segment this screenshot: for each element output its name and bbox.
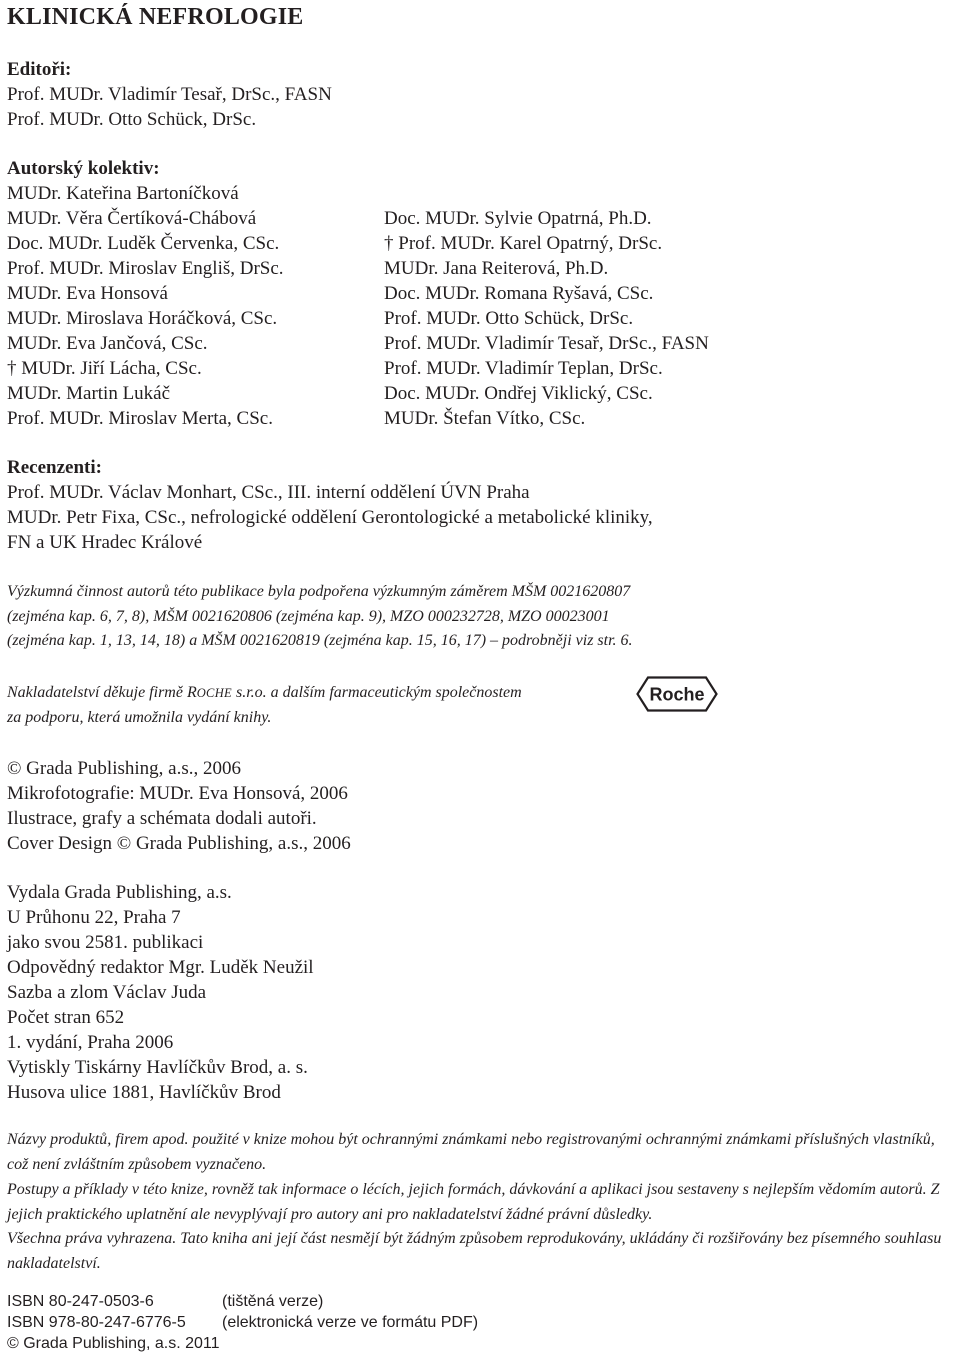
- copyright-line: Ilustrace, grafy a schémata dodali autoři.: [7, 808, 317, 829]
- reviewers-section: [7, 455, 653, 555]
- author-name: MUDr. Jana Reiterová, Ph.D.: [384, 258, 609, 279]
- research-note-line: (zejména kap. 6, 7, 8), MŠM 0021620806 (zejména kap. 9), MZO 000232728, MZO 00023001: [7, 607, 610, 625]
- author-name: Prof. MUDr. Otto Schück, DrSc.: [384, 308, 634, 329]
- editor-name: Prof. MUDr. Otto Schück, DrSc.: [7, 109, 257, 130]
- footer-copyright: © Grada Publishing, a.s. 2011: [7, 1335, 220, 1352]
- editors-heading: Editoři:: [7, 59, 72, 80]
- book-title: KLINICKÁ NEFROLOGIE: [7, 4, 304, 30]
- thanks-text: s.r.o. a dalším farmaceutickým společnostem: [231, 684, 522, 701]
- sponsor-thanks-line: za podporu, která umožnila vydání knihy.: [7, 708, 272, 726]
- author-name: MUDr. Eva Jančová, CSc.: [7, 333, 208, 354]
- author-name: Prof. MUDr. Vladimír Teplan, DrSc.: [384, 358, 663, 379]
- publisher-line: 1. vydání, Praha 2006: [7, 1032, 174, 1053]
- editors-section: [7, 57, 332, 132]
- reviewer-line: FN a UK Hradec Králové: [7, 532, 203, 553]
- author-name: MUDr. Štefan Vítko, CSc.: [384, 408, 586, 429]
- reviewers-heading: Recenzenti:: [7, 457, 102, 478]
- roche-logo: [636, 676, 718, 712]
- author-name: Prof. MUDr. Miroslav Merta, CSc.: [7, 408, 273, 429]
- publisher-line: U Průhonu 22, Praha 7: [7, 907, 181, 928]
- sponsor-thanks: [7, 681, 522, 730]
- author-name: MUDr. Martin Lukáč: [7, 383, 171, 404]
- publisher-line: Vytiskly Tiskárny Havlíčkův Brod, a. s.: [7, 1057, 308, 1078]
- author-name: MUDr. Věra Čertíková-Chábová: [7, 208, 257, 229]
- author-name: † Prof. MUDr. Karel Opatrný, DrSc.: [384, 233, 663, 254]
- publisher-line: jako svou 2581. publikaci: [7, 932, 204, 953]
- publisher-line: Počet stran 652: [7, 1007, 125, 1028]
- rights-note: Všechna práva vyhrazena. Tato kniha ani její část nesmějí být žádným způsobem reprodukovány, ukládány či rozšiřovány bez písemného souhlasu nakladatelství.: [7, 1230, 942, 1272]
- research-note-line: Výzkumná činnost autorů této publikace byla podpořena výzkumným záměrem MŠM 0021620807: [7, 583, 631, 600]
- isbn-number: ISBN 978-80-247-6776-5: [7, 1314, 186, 1331]
- authors-right-column: [384, 206, 709, 431]
- roche-smallcaps: OCHE: [196, 686, 232, 700]
- publisher-line: Vydala Grada Publishing, a.s.: [7, 882, 232, 903]
- reviewer-line: Prof. MUDr. Václav Monhart, CSc., III. interní oddělení ÚVN Praha: [7, 482, 530, 503]
- author-name: Doc. MUDr. Ondřej Viklický, CSc.: [384, 383, 653, 404]
- publisher-line: Husova ulice 1881, Havlíčkův Brod: [7, 1082, 281, 1103]
- author-name: Prof. MUDr. Miroslav Engliš, DrSc.: [7, 258, 284, 279]
- trademark-note: Názvy produktů, firem apod. použité v knize mohou být ochrannými známkami nebo registrovanými ochrannými známkami příslušných vlastníků, což není zvláštním způsobem vyznačeno.: [7, 1131, 935, 1173]
- liability-note: Postupy a příklady v této knize, rovněž tak informace o lécích, jejich formách, dávkování a aplikaci jsou sestaveny s nejlepším vědomím autorů. Z jejich praktického uplatnění ale nevyplývají pro autory ani pro nakladatelství žádné právní důsledky.: [7, 1181, 940, 1223]
- author-name: Doc. MUDr. Romana Ryšavá, CSc.: [384, 283, 654, 304]
- isbn-note: (tištěná verze): [222, 1293, 324, 1310]
- sponsor-thanks-line: [7, 681, 522, 706]
- author-name: † MUDr. Jiří Lácha, CSc.: [7, 358, 202, 379]
- author-name: MUDr. Kateřina Bartoníčková: [7, 183, 239, 204]
- research-note-line: (zejména kap. 1, 13, 14, 18) a MŠM 0021620819 (zejména kap. 15, 16, 17) – podrobněji viz str. 6.: [7, 632, 633, 649]
- roche-initial: R: [186, 684, 197, 701]
- author-name: Prof. MUDr. Vladimír Tesař, DrSc., FASN: [384, 333, 709, 354]
- research-note: [7, 580, 633, 654]
- publisher-line: Sazba a zlom Václav Juda: [7, 982, 207, 1003]
- copyright-section: [7, 756, 351, 856]
- authors-heading: Autorský kolektiv:: [7, 158, 160, 179]
- isbn-line: [7, 1291, 323, 1312]
- editor-name: Prof. MUDr. Vladimír Tesař, DrSc., FASN: [7, 84, 332, 105]
- author-name: Doc. MUDr. Luděk Červenka, CSc.: [7, 233, 280, 254]
- roche-logo-text: Roche: [649, 684, 705, 705]
- copyright-line: Mikrofotografie: MUDr. Eva Honsová, 2006: [7, 783, 348, 804]
- publisher-section: [7, 880, 314, 1105]
- author-name: MUDr. Eva Honsová: [7, 283, 168, 304]
- author-name: MUDr. Miroslava Horáčková, CSc.: [7, 308, 278, 329]
- copyright-line: Cover Design © Grada Publishing, a.s., 2006: [7, 833, 351, 854]
- isbn-number: ISBN 80-247-0503-6: [7, 1293, 154, 1310]
- isbn-note: (elektronická verze ve formátu PDF): [222, 1314, 479, 1331]
- author-name: Doc. MUDr. Sylvie Opatrná, Ph.D.: [384, 208, 652, 229]
- thanks-text: Nakladatelství děkuje firmě: [7, 684, 187, 701]
- isbn-line: [7, 1312, 478, 1333]
- copyright-line: © Grada Publishing, a.s., 2006: [7, 758, 241, 779]
- reviewer-line: MUDr. Petr Fixa, CSc., nefrologické oddělení Gerontologické a metabolické kliniky,: [7, 507, 653, 528]
- publisher-line: Odpovědný redaktor Mgr. Luděk Neužil: [7, 957, 314, 978]
- authors-section: [7, 156, 284, 431]
